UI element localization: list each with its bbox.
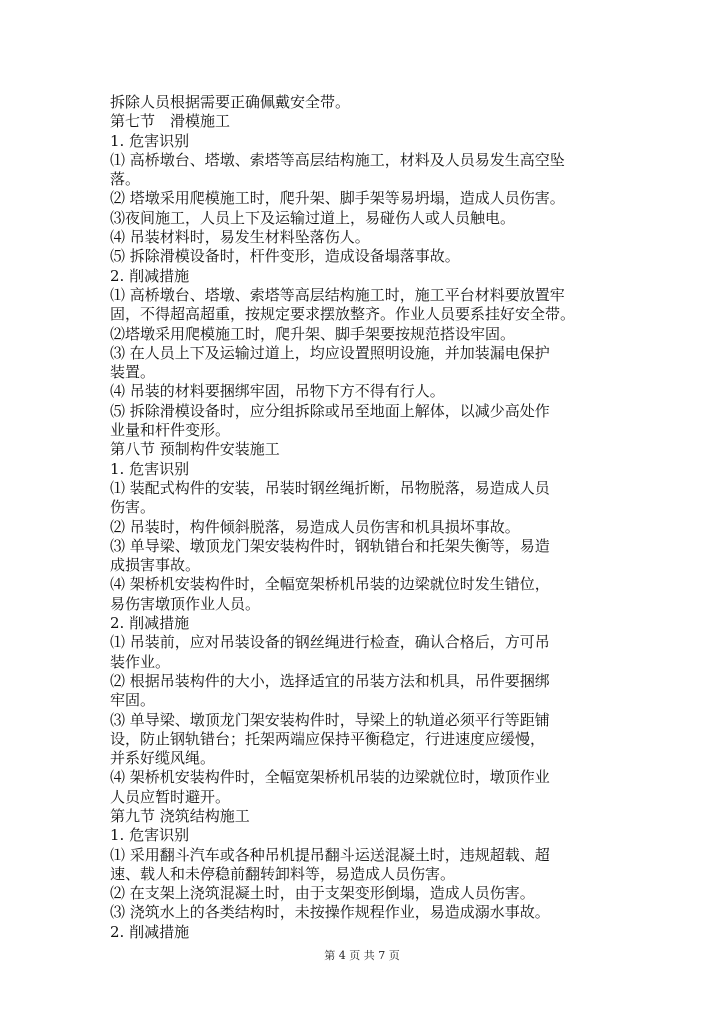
text-line: 1. 危害识别 bbox=[110, 131, 190, 150]
text-line: ⑵ 吊装时，构件倾斜脱落，易造成人员伤害和机具损坏事故。 bbox=[110, 517, 520, 536]
text-line: ⑴ 高桥墩台、塔墩、索塔等高层结构施工时，施工平台材料要放置牢 bbox=[110, 285, 565, 304]
text-line: 2. 削减措施 bbox=[110, 922, 190, 941]
text-line: 1. 危害识别 bbox=[110, 459, 190, 478]
text-line: ⑸ 拆除滑模设备时，杆件变形，造成设备塌落事故。 bbox=[110, 247, 460, 266]
page-footer: 第 4 页 共 7 页 bbox=[324, 949, 400, 962]
text-line: 速、载人和未停稳前翻转卸料等，易造成人员伤害。 bbox=[110, 864, 456, 883]
text-line: 业量和杆件变形。 bbox=[110, 421, 231, 440]
text-line: ⑶ 单导梁、墩顶龙门架安装构件时，钢轨错台和托架失衡等，易造 bbox=[110, 536, 550, 555]
text-line: 拆除人员根据需要正确佩戴安全带。 bbox=[110, 93, 351, 111]
text-line: 人员应暂时避开。 bbox=[110, 787, 231, 806]
document-body bbox=[110, 93, 625, 942]
text-line: 1. 危害识别 bbox=[110, 826, 190, 845]
text-line: ⑶ 在人员上下及运输过道上，均应设置照明设施，并加装漏电保护 bbox=[110, 343, 550, 362]
text-line: ⑶夜间施工，人员上下及运输过道上，易碰伤人或人员触电。 bbox=[110, 208, 516, 227]
text-line: 牢固。 bbox=[110, 691, 156, 710]
text-line: 2. 削减措施 bbox=[110, 614, 190, 633]
text-line: 易伤害墩顶作业人员。 bbox=[110, 594, 261, 613]
text-line: ⑷ 架桥机安装构件时，全幅宽架桥机吊装的边梁就位时，墩顶作业 bbox=[110, 768, 550, 787]
text-line: ⑷ 架桥机安装构件时，全幅宽架桥机吊装的边梁就位时发生错位， bbox=[110, 575, 550, 594]
text-line: ⑸ 拆除滑模设备时，应分组拆除或吊至地面上解体，以减少高处作 bbox=[110, 401, 550, 420]
text-line: 落。 bbox=[110, 170, 141, 189]
text-line: ⑴ 装配式构件的安装，吊装时钢丝绳折断，吊物脱落，易造成人员 bbox=[110, 478, 550, 497]
text-line: 第八节 预制构件安装施工 bbox=[110, 440, 280, 459]
text-line: ⑵塔墩采用爬模施工时，爬升架、脚手架要按规范搭设牢固。 bbox=[110, 324, 516, 343]
text-line: 成损害事故。 bbox=[110, 556, 201, 575]
text-line: ⑴ 高桥墩台、塔墩、索塔等高层结构施工，材料及人员易发生高空坠 bbox=[110, 150, 565, 169]
text-line: 装置。 bbox=[110, 363, 156, 382]
text-line: 第七节 滑模施工 bbox=[110, 112, 231, 131]
text-line: ⑵ 根据吊装构件的大小，选择适宜的吊装方法和机具，吊件要捆绑 bbox=[110, 671, 550, 690]
text-line: ⑷ 吊装的材料要捆绑牢固，吊物下方不得有行人。 bbox=[110, 382, 445, 401]
text-line: 设，防止钢轨错台；托架两端应保持平衡稳定，行进速度应缓慢， bbox=[110, 729, 546, 748]
text-line: 装作业。 bbox=[110, 652, 171, 671]
text-line: 2. 削减措施 bbox=[110, 266, 190, 285]
text-line: ⑶ 浇筑水上的各类结构时，未按操作规程作业，易造成溺水事故。 bbox=[110, 903, 550, 922]
text-line: ⑵ 塔墩采用爬模施工时，爬升架、脚手架等易坍塌，造成人员伤害。 bbox=[110, 189, 565, 208]
text-line: ⑵ 在支架上浇筑混凝土时，由于支架变形倒塌，造成人员伤害。 bbox=[110, 884, 535, 903]
text-line: ⑶ 单导梁、墩顶龙门架安装构件时，导梁上的轨道必须平行等距铺 bbox=[110, 710, 550, 729]
text-line: ⑴ 采用翻斗汽车或各种吊机提吊翻斗运送混凝土时，违规超载、超 bbox=[110, 845, 550, 864]
text-line: 并系好缆风绳。 bbox=[110, 749, 216, 768]
text-line: ⑴ 吊装前，应对吊装设备的钢丝绳进行检查，确认合格后，方可吊 bbox=[110, 633, 550, 652]
text-line: 第九节 浇筑结构施工 bbox=[110, 806, 250, 825]
text-line: 固，不得超高超重，按规定要求摆放整齐。作业人员要系挂好安全带。 bbox=[110, 305, 576, 324]
text-line: ⑷ 吊装材料时，易发生材料坠落伤人。 bbox=[110, 228, 370, 247]
text-line: 伤害。 bbox=[110, 498, 156, 517]
